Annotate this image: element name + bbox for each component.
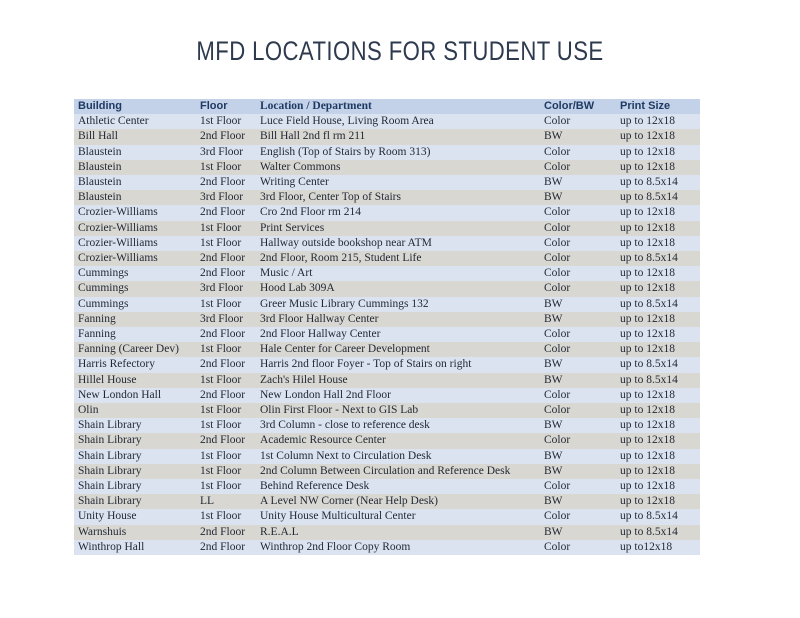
printsize-cell: up to 8.5x14: [616, 509, 700, 524]
column-header-printsize: Print Size: [616, 99, 700, 114]
printsize-cell: up to 12x18: [616, 114, 700, 129]
colorbw-cell: BW: [540, 373, 616, 388]
colorbw-cell: Color: [540, 327, 616, 342]
building-cell: Olin: [74, 403, 196, 418]
printsize-cell: up to 12x18: [616, 327, 700, 342]
printsize-cell: up to 8.5x14: [616, 357, 700, 372]
location-cell: Harris 2nd floor Foyer - Top of Stairs on right: [256, 357, 540, 372]
building-cell: Shain Library: [74, 479, 196, 494]
table-row: [74, 388, 700, 403]
colorbw-cell: Color: [540, 433, 616, 448]
floor-cell: 3rd Floor: [196, 281, 256, 296]
printsize-cell: up to 8.5x14: [616, 297, 700, 312]
printsize-cell: up to 8.5x14: [616, 251, 700, 266]
printsize-cell: up to 8.5x14: [616, 175, 700, 190]
colorbw-cell: BW: [540, 525, 616, 540]
building-cell: Crozier-Williams: [74, 251, 196, 266]
location-cell: Luce Field House, Living Room Area: [256, 114, 540, 129]
table-row: [74, 357, 700, 372]
printsize-cell: up to 12x18: [616, 449, 700, 464]
floor-cell: 2nd Floor: [196, 205, 256, 220]
location-cell: Print Services: [256, 221, 540, 236]
table-row: [74, 312, 700, 327]
floor-cell: 1st Floor: [196, 160, 256, 175]
floor-cell: 3rd Floor: [196, 190, 256, 205]
floor-cell: 1st Floor: [196, 342, 256, 357]
printsize-cell: up to 12x18: [616, 388, 700, 403]
location-cell: Unity House Multicultural Center: [256, 509, 540, 524]
floor-cell: 1st Floor: [196, 479, 256, 494]
floor-cell: LL: [196, 494, 256, 509]
table-header-row: [74, 99, 700, 114]
colorbw-cell: BW: [540, 175, 616, 190]
printsize-cell: up to 12x18: [616, 418, 700, 433]
printsize-cell: up to 8.5x14: [616, 373, 700, 388]
table-row: [74, 494, 700, 509]
location-cell: 2nd Column Between Circulation and Reference Desk: [256, 464, 540, 479]
floor-cell: 1st Floor: [196, 509, 256, 524]
location-cell: 2nd Floor, Room 215, Student Life: [256, 251, 540, 266]
table-row: [74, 129, 700, 144]
location-cell: Writing Center: [256, 175, 540, 190]
building-cell: Crozier-Williams: [74, 221, 196, 236]
printsize-cell: up to 12x18: [616, 129, 700, 144]
building-cell: Fanning: [74, 312, 196, 327]
building-cell: Cummings: [74, 297, 196, 312]
colorbw-cell: Color: [540, 509, 616, 524]
location-cell: Olin First Floor - Next to GIS Lab: [256, 403, 540, 418]
printsize-cell: up to 12x18: [616, 221, 700, 236]
printsize-cell: up to 12x18: [616, 433, 700, 448]
table-row: [74, 175, 700, 190]
building-cell: Fanning (Career Dev): [74, 342, 196, 357]
location-cell: Behind Reference Desk: [256, 479, 540, 494]
floor-cell: 2nd Floor: [196, 388, 256, 403]
colorbw-cell: Color: [540, 236, 616, 251]
printsize-cell: up to 12x18: [616, 160, 700, 175]
location-cell: 1st Column Next to Circulation Desk: [256, 449, 540, 464]
table-row: [74, 418, 700, 433]
floor-cell: 2nd Floor: [196, 266, 256, 281]
building-cell: Blaustein: [74, 145, 196, 160]
column-header-building: Building: [74, 99, 196, 114]
column-header-colorbw: Color/BW: [540, 99, 616, 114]
printsize-cell: up to 12x18: [616, 236, 700, 251]
colorbw-cell: BW: [540, 312, 616, 327]
building-cell: Blaustein: [74, 190, 196, 205]
building-cell: Warnshuis: [74, 525, 196, 540]
table-row: [74, 114, 700, 129]
location-cell: Hale Center for Career Development: [256, 342, 540, 357]
printsize-cell: up to 12x18: [616, 266, 700, 281]
mfd-locations-table: [74, 99, 700, 555]
building-cell: Cummings: [74, 266, 196, 281]
location-cell: Walter Commons: [256, 160, 540, 175]
table-row: [74, 342, 700, 357]
building-cell: Bill Hall: [74, 129, 196, 144]
building-cell: Shain Library: [74, 418, 196, 433]
building-cell: Crozier-Williams: [74, 205, 196, 220]
floor-cell: 2nd Floor: [196, 251, 256, 266]
colorbw-cell: Color: [540, 403, 616, 418]
printsize-cell: up to 12x18: [616, 281, 700, 296]
colorbw-cell: BW: [540, 357, 616, 372]
building-cell: Crozier-Williams: [74, 236, 196, 251]
table-row: [74, 221, 700, 236]
location-cell: Music / Art: [256, 266, 540, 281]
location-cell: New London Hall 2nd Floor: [256, 388, 540, 403]
printsize-cell: up to 12x18: [616, 145, 700, 160]
colorbw-cell: BW: [540, 449, 616, 464]
floor-cell: 2nd Floor: [196, 357, 256, 372]
colorbw-cell: Color: [540, 266, 616, 281]
floor-cell: 1st Floor: [196, 114, 256, 129]
colorbw-cell: Color: [540, 540, 616, 555]
floor-cell: 1st Floor: [196, 464, 256, 479]
building-cell: Hillel House: [74, 373, 196, 388]
colorbw-cell: Color: [540, 281, 616, 296]
building-cell: Shain Library: [74, 449, 196, 464]
building-cell: Unity House: [74, 509, 196, 524]
building-cell: Shain Library: [74, 494, 196, 509]
building-cell: Shain Library: [74, 433, 196, 448]
colorbw-cell: Color: [540, 160, 616, 175]
building-cell: Cummings: [74, 281, 196, 296]
printsize-cell: up to 12x18: [616, 342, 700, 357]
table-row: [74, 403, 700, 418]
floor-cell: 1st Floor: [196, 236, 256, 251]
floor-cell: 2nd Floor: [196, 525, 256, 540]
colorbw-cell: Color: [540, 205, 616, 220]
floor-cell: 1st Floor: [196, 373, 256, 388]
location-cell: 2nd Floor Hallway Center: [256, 327, 540, 342]
location-cell: Hallway outside bookshop near ATM: [256, 236, 540, 251]
colorbw-cell: Color: [540, 388, 616, 403]
location-cell: 3rd Floor Hallway Center: [256, 312, 540, 327]
table-row: [74, 281, 700, 296]
floor-cell: 2nd Floor: [196, 175, 256, 190]
colorbw-cell: BW: [540, 464, 616, 479]
colorbw-cell: Color: [540, 145, 616, 160]
building-cell: Shain Library: [74, 464, 196, 479]
building-cell: Fanning: [74, 327, 196, 342]
location-cell: Winthrop 2nd Floor Copy Room: [256, 540, 540, 555]
printsize-cell: up to 12x18: [616, 312, 700, 327]
table-row: [74, 479, 700, 494]
table-row: [74, 540, 700, 555]
table-row: [74, 190, 700, 205]
printsize-cell: up to12x18: [616, 540, 700, 555]
table-row: [74, 509, 700, 524]
table-row: [74, 373, 700, 388]
floor-cell: 2nd Floor: [196, 540, 256, 555]
building-cell: New London Hall: [74, 388, 196, 403]
location-cell: Greer Music Library Cummings 132: [256, 297, 540, 312]
column-header-floor: Floor: [196, 99, 256, 114]
floor-cell: 1st Floor: [196, 297, 256, 312]
colorbw-cell: Color: [540, 479, 616, 494]
building-cell: Winthrop Hall: [74, 540, 196, 555]
colorbw-cell: BW: [540, 129, 616, 144]
printsize-cell: up to 12x18: [616, 494, 700, 509]
table-row: [74, 297, 700, 312]
colorbw-cell: Color: [540, 251, 616, 266]
printsize-cell: up to 8.5x14: [616, 525, 700, 540]
floor-cell: 3rd Floor: [196, 145, 256, 160]
printsize-cell: up to 8.5x14: [616, 190, 700, 205]
floor-cell: 2nd Floor: [196, 433, 256, 448]
floor-cell: 1st Floor: [196, 221, 256, 236]
colorbw-cell: Color: [540, 221, 616, 236]
printsize-cell: up to 12x18: [616, 205, 700, 220]
floor-cell: 3rd Floor: [196, 312, 256, 327]
floor-cell: 2nd Floor: [196, 327, 256, 342]
floor-cell: 1st Floor: [196, 418, 256, 433]
location-cell: 3rd Column - close to reference desk: [256, 418, 540, 433]
floor-cell: 2nd Floor: [196, 129, 256, 144]
column-header-location: Location / Department: [256, 99, 540, 114]
colorbw-cell: Color: [540, 114, 616, 129]
printsize-cell: up to 12x18: [616, 464, 700, 479]
colorbw-cell: BW: [540, 190, 616, 205]
table-row: [74, 433, 700, 448]
building-cell: Blaustein: [74, 160, 196, 175]
table-row: [74, 145, 700, 160]
floor-cell: 1st Floor: [196, 403, 256, 418]
colorbw-cell: BW: [540, 418, 616, 433]
table-row: [74, 449, 700, 464]
location-cell: English (Top of Stairs by Room 313): [256, 145, 540, 160]
location-cell: R.E.A.L: [256, 525, 540, 540]
table-row: [74, 205, 700, 220]
page-title: MFD LOCATIONS FOR STUDENT USE: [196, 36, 604, 66]
colorbw-cell: BW: [540, 297, 616, 312]
location-cell: Academic Resource Center: [256, 433, 540, 448]
location-cell: Hood Lab 309A: [256, 281, 540, 296]
table-row: [74, 251, 700, 266]
location-cell: Bill Hall 2nd fl rm 211: [256, 129, 540, 144]
table-row: [74, 464, 700, 479]
building-cell: Athletic Center: [74, 114, 196, 129]
table-row: [74, 327, 700, 342]
building-cell: Harris Refectory: [74, 357, 196, 372]
location-cell: A Level NW Corner (Near Help Desk): [256, 494, 540, 509]
floor-cell: 1st Floor: [196, 449, 256, 464]
location-cell: 3rd Floor, Center Top of Stairs: [256, 190, 540, 205]
printsize-cell: up to 12x18: [616, 479, 700, 494]
location-cell: Cro 2nd Floor rm 214: [256, 205, 540, 220]
colorbw-cell: BW: [540, 494, 616, 509]
table-row: [74, 525, 700, 540]
table-body: [74, 114, 700, 555]
printsize-cell: up to 12x18: [616, 403, 700, 418]
table-row: [74, 236, 700, 251]
table-row: [74, 160, 700, 175]
location-cell: Zach's Hilel House: [256, 373, 540, 388]
building-cell: Blaustein: [74, 175, 196, 190]
table-row: [74, 266, 700, 281]
colorbw-cell: Color: [540, 342, 616, 357]
